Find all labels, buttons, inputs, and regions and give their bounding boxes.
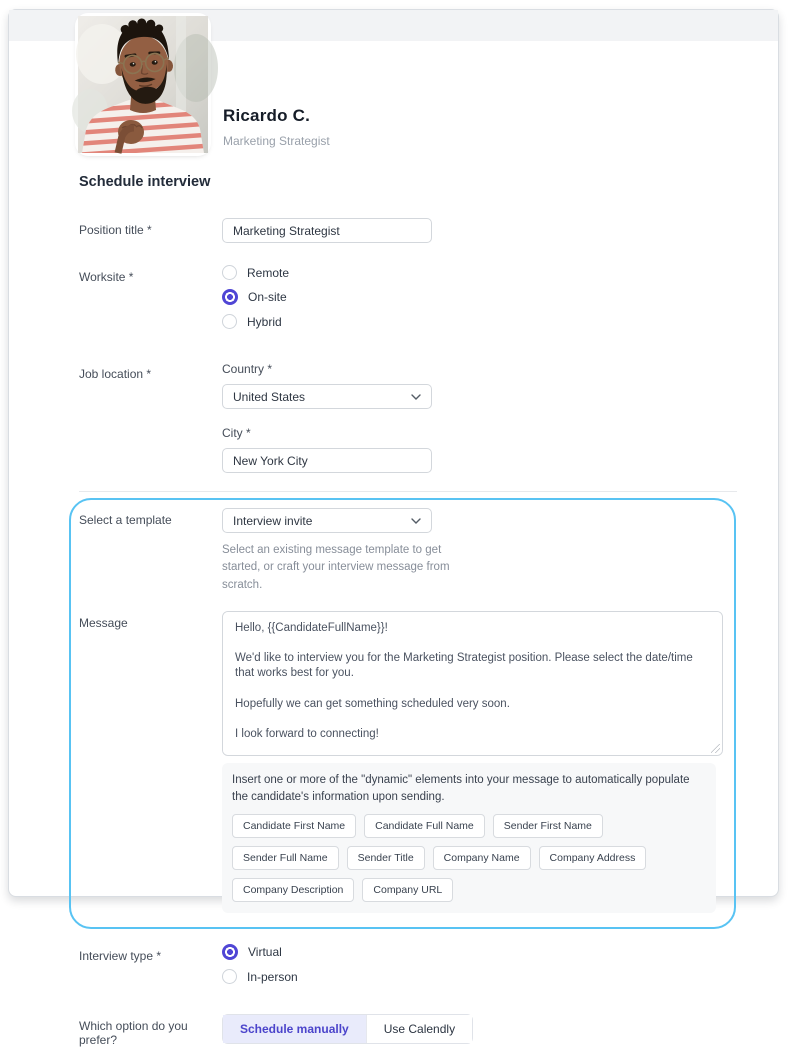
page-title: Schedule interview (79, 174, 211, 190)
interview-type-option-virtual[interactable]: Virtual (222, 944, 734, 960)
chip-company-address[interactable]: Company Address (539, 846, 647, 870)
use-calendly-button[interactable]: Use Calendly (366, 1015, 472, 1043)
radio-checked-icon[interactable] (222, 289, 238, 305)
radio-unchecked-icon[interactable] (222, 314, 237, 329)
job-location-label: Job location * (79, 367, 152, 381)
chip-sender-first-name[interactable]: Sender First Name (493, 814, 603, 838)
dynamic-elements-helper: Insert one or more of the "dynamic" elements into your message to automatically populate the candidate's information upon sending. (232, 773, 690, 803)
message-row (79, 611, 722, 914)
worksite-label: Worksite * (79, 270, 134, 284)
chip-sender-title[interactable]: Sender Title (347, 846, 425, 870)
schedule-manually-button[interactable]: Schedule manually (223, 1015, 366, 1043)
template-row (79, 508, 722, 594)
candidate-photo (78, 16, 208, 153)
job-location-row (79, 362, 734, 473)
radio-unchecked-icon[interactable] (222, 969, 237, 984)
worksite-option-onsite[interactable]: On-site (222, 289, 734, 305)
template-highlight-box (69, 498, 736, 929)
interview-type-row (79, 944, 734, 993)
candidate-photo-illustration (78, 16, 208, 153)
schedule-interview-form (9, 218, 778, 473)
message-textarea[interactable] (222, 611, 723, 756)
position-title-label: Position title * (79, 223, 152, 237)
country-select[interactable] (222, 384, 432, 409)
city-label: City * (222, 426, 251, 440)
preference-row (79, 1014, 734, 1047)
section-divider (79, 491, 737, 492)
dynamic-elements-panel (222, 763, 716, 914)
template-label: Select a template (79, 513, 172, 527)
chip-candidate-full-name[interactable]: Candidate Full Name (364, 814, 485, 838)
worksite-option-hybrid[interactable]: Hybrid (222, 314, 734, 329)
radio-unchecked-icon[interactable] (222, 265, 237, 280)
candidate-name: Ricardo C. (223, 106, 311, 125)
worksite-option-remote[interactable]: Remote (222, 265, 734, 280)
interview-type-option-inperson[interactable]: In-person (222, 969, 734, 984)
candidate-title: Marketing Strategist (223, 134, 330, 148)
interview-type-label: Interview type * (79, 949, 162, 964)
country-label: Country * (222, 362, 273, 376)
message-label: Message (79, 615, 128, 630)
preference-label: Which option do you prefer? (79, 1019, 188, 1047)
worksite-row (79, 265, 734, 338)
chevron-down-icon (411, 518, 421, 524)
dynamic-element-chips (232, 814, 706, 910)
chevron-down-icon (411, 394, 421, 400)
chip-company-name[interactable]: Company Name (433, 846, 531, 870)
schedule-interview-card (8, 9, 779, 1047)
template-select-value: Interview invite (233, 513, 313, 528)
resize-grip-icon[interactable] (711, 744, 720, 753)
city-input[interactable] (222, 448, 432, 473)
template-helper-text: Select an existing message template to get started, or craft your interview message from scratch. (222, 544, 450, 591)
position-title-input[interactable] (222, 218, 432, 243)
scheduling-segmented-control (222, 1014, 473, 1044)
radio-checked-icon[interactable] (222, 944, 238, 960)
country-select-value: United States (233, 389, 306, 404)
chip-company-url[interactable]: Company URL (362, 878, 453, 902)
template-select[interactable] (222, 508, 432, 533)
candidate-summary (223, 106, 330, 148)
position-title-row (79, 218, 734, 243)
chip-sender-full-name[interactable]: Sender Full Name (232, 846, 339, 870)
chip-candidate-first-name[interactable]: Candidate First Name (232, 814, 356, 838)
chip-company-description[interactable]: Company Description (232, 878, 354, 902)
